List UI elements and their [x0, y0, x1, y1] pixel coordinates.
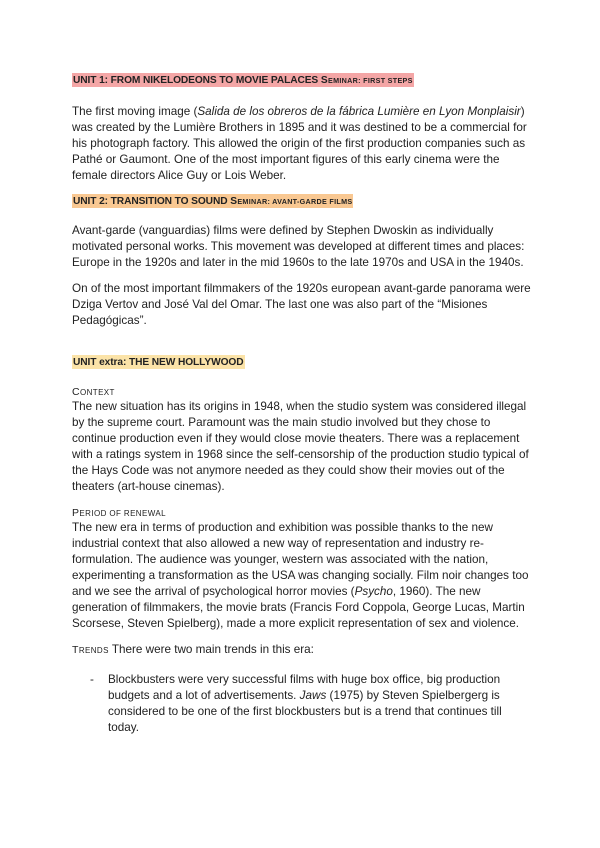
unit-extra-title: UNIT extra: THE NEW HOLLYWOOD	[73, 357, 244, 368]
film-title: Salida de los obreros de la fábrica Lumière en Lyon Monplaisir	[197, 105, 521, 118]
document-content	[72, 70, 532, 736]
unit1-heading	[72, 73, 414, 87]
unit-extra-heading	[72, 355, 245, 369]
context-paragraph: The new situation has its origins in 1948, when the studio system was considered illegal by the supreme court. Paramount was the main studio involved but they chose to continue production even if they would close movie theaters. There was a replacement with a ratings system in 1968 since the self-censorship of the production studio typical of the Hays Code was not anymore needed as they could show their movies out of the theaters (art-house cinemas).	[72, 400, 529, 493]
unit1-paragraph: The first moving image (Salida de los obreros de la fábrica Lumière en Lyon Monplaisir) was created by the Lumière Brothers in 1895 and it was destined to be a commercial for his photograph factory. This allowed the origin of the first production companies such as Pathé or Gaumont. One of the most important figures of this early cinema were the female directors Alice Guy or Lois Weber.	[72, 105, 527, 182]
bullet-dash: -	[90, 673, 94, 686]
unit2-paragraph-2: On of the most important filmmakers of the 1920s european avant-garde panorama were Dziga Vertov and José Val del Omar. The last one was also part of the “Misiones Pedagógicas”.	[72, 282, 531, 327]
unit1-title: UNIT 1: FROM NIKELODEONS TO MOVIE PALACES	[73, 75, 319, 86]
unit2-title: UNIT 2: TRANSITION TO SOUND	[73, 196, 228, 207]
trends-label: TRENDS	[72, 644, 109, 656]
unit1-seminar: SEMINAR: FIRST STEPS	[320, 75, 413, 86]
list-item: - Blockbusters were very successful films with huge box office, big production budgets and a lot of advertisements. Jaws (1975) by Steven Spielbergerg is considered to be one of the first blockbusters but is a trend that continues till today.	[90, 673, 502, 734]
renewal-label: PERIOD OF RENEWAL	[72, 507, 166, 519]
unit2-paragraph-1: Avant-garde (vanguardias) films were defined by Stephen Dwoskin as individually motivated personal works. This movement was developed at different times and places: Europe in the 1920s and later in the mid 1960s to the late 1970s and USA in the 1940s.	[72, 224, 525, 269]
unit2-heading	[72, 194, 353, 208]
unit2-seminar: SEMINAR: AVANT-GARDE FILMS	[230, 196, 353, 207]
trends-paragraph: TRENDS There were two main trends in this era:	[72, 643, 314, 656]
film-title: Psycho	[354, 585, 393, 598]
renewal-paragraph: The new era in terms of production and exhibition was possible thanks to the new industrial context that also allowed a new way of representation and industry re-formulation. The audience was younger, western was associated with the nation, experimenting a transformation as the USA was changing socially. Film noir changes too and we see the arrival of psychological horror movies (Psycho, 1960). The new generation of filmmakers, the movie brats (Francis Ford Coppola, George Lucas, Martin Scorsese, Steven Spielberg), made a more explicit representation of sex and violence.	[72, 521, 529, 630]
film-title: Jaws	[299, 689, 327, 702]
context-label: CONTEXT	[72, 386, 115, 398]
